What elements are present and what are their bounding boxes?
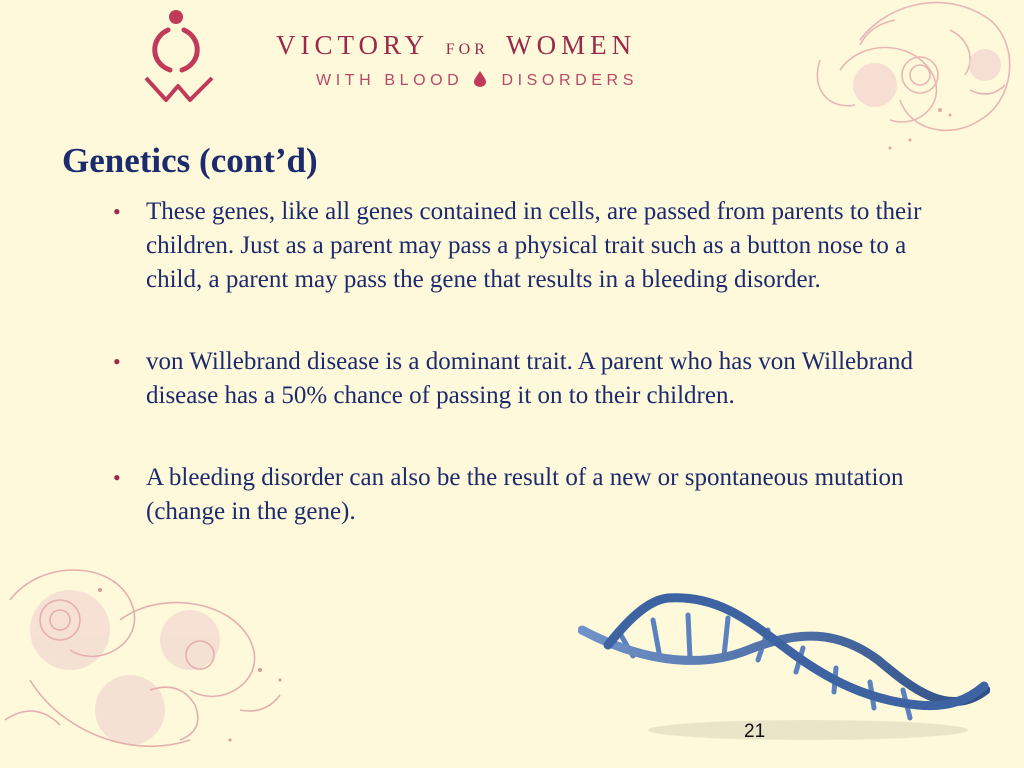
bullet-marker: • xyxy=(113,349,121,374)
bullet-list xyxy=(113,195,953,577)
bullet-item xyxy=(113,345,953,413)
bullet-item xyxy=(113,461,953,529)
page-number: 21 xyxy=(744,721,766,742)
bullet-text: A bleeding disorder can also be the result of a new or spontaneous mutation (change in the gene). xyxy=(146,464,904,525)
bullet-text: von Willebrand disease is a dominant trait. A parent who has von Willebrand disease has a 50% chance of passing it on to their children. xyxy=(146,348,914,409)
bullet-marker: • xyxy=(113,465,121,490)
floral-ornament-bottom-left xyxy=(0,560,300,768)
logo-tagline-part2: DISORDERS xyxy=(501,72,638,89)
logo-victory: VICTORY xyxy=(276,30,429,60)
blood-drop-icon xyxy=(474,71,486,87)
bullet-text: These genes, like all genes contained in cells, are passed from parents to their children. Just as a parent may pass a physical trait such as a button nose to a child, a parent may pass the gene that results in a bleeding disorder. xyxy=(146,198,922,293)
logo-for: FOR xyxy=(445,41,489,58)
logo-tagline xyxy=(316,71,638,90)
slide-title: Genetics (cont’d) xyxy=(62,141,318,180)
logo-tagline-part1: WITH BLOOD xyxy=(316,72,464,89)
logo-women: WOMEN xyxy=(506,30,637,60)
dna-helix-image xyxy=(578,590,990,750)
logo-mark-icon xyxy=(140,8,220,104)
bullet-item xyxy=(113,195,953,297)
bullet-marker: • xyxy=(113,199,121,224)
logo-wordmark xyxy=(276,30,636,61)
floral-ornament-top-right xyxy=(800,0,1024,160)
